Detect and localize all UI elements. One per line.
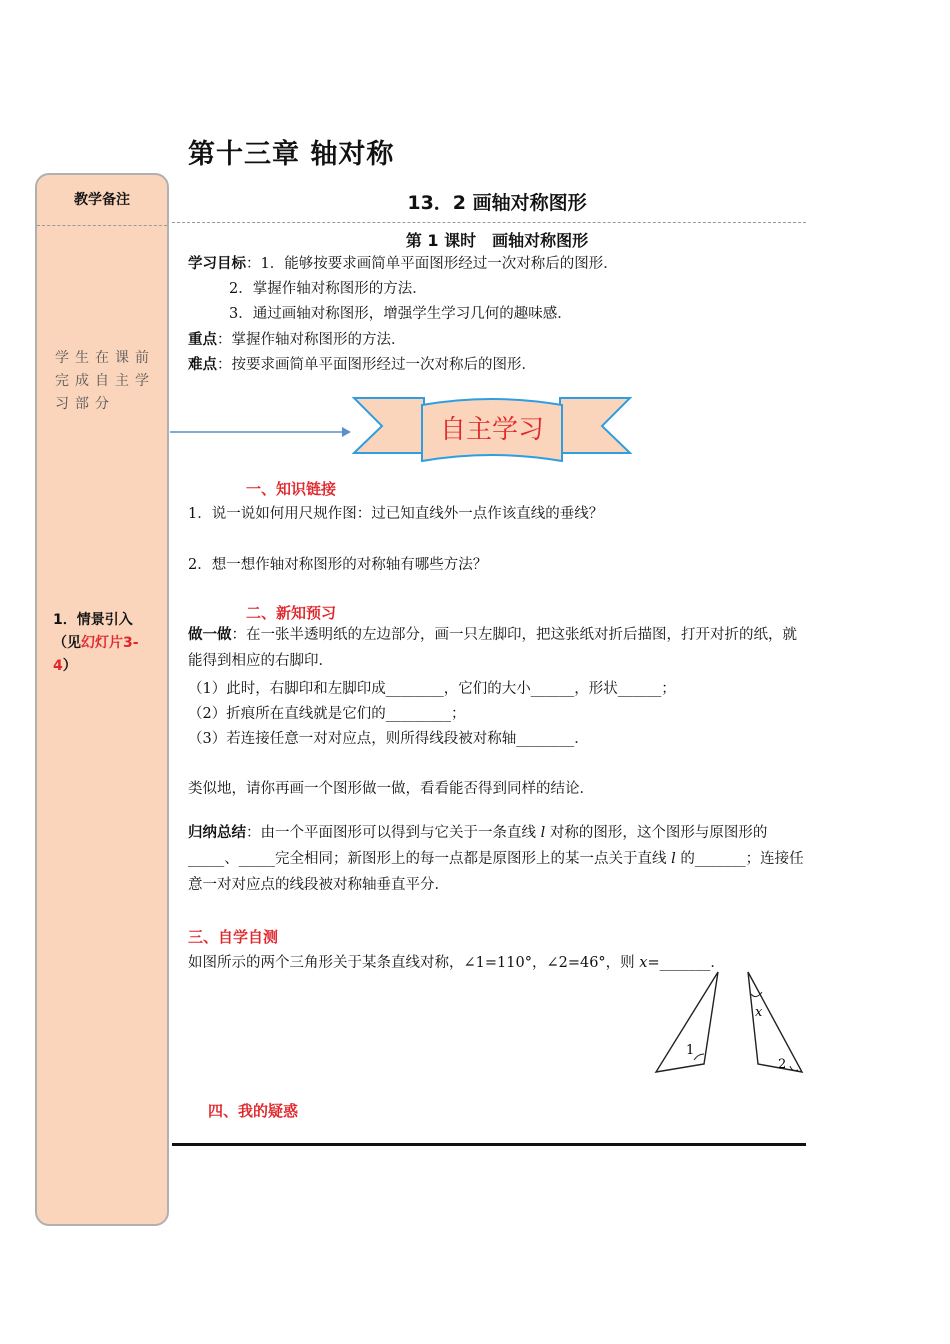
line-var-l-2: l [671, 851, 676, 867]
summary-paragraph [188, 820, 808, 898]
pointer-arrow [170, 424, 352, 440]
sidebar-note-intro-prefix: 1．情景引入（见 [53, 612, 133, 651]
summary-text-c: 的_______；连接任意一对对应点的线段被对称轴垂直平分． [188, 851, 804, 893]
chapter-title: 第十三章 轴对称 [188, 139, 395, 170]
triangles-figure [650, 970, 810, 1080]
question-1: 1．说一说如何用尺规作图：过已知直线外一点作该直线的垂线？ [188, 506, 604, 522]
angle-2-label: 2 [778, 1057, 787, 1072]
key-point [188, 328, 406, 349]
summary-text-a: ：由一个平面图形可以得到与它关于一条直线 [246, 825, 541, 841]
fill-item-1: （1）此时，右脚印和左脚印成________，它们的大小______，形状______； [188, 681, 676, 697]
goals-label: 学习目标 [188, 256, 246, 272]
var-x: x [639, 955, 648, 971]
angle-1-label: 1 [686, 1043, 695, 1058]
key-point-label: 重点 [188, 332, 217, 348]
self-test-text-a: 如图所示的两个三角形关于某条直线对称，∠1=110°，∠2=46°，则 [188, 955, 640, 971]
angle-x-label: x [755, 1005, 763, 1020]
difficulty-label: 难点 [188, 357, 217, 373]
lesson-title: 第 1 课时 画轴对称图形 [405, 231, 589, 250]
section-preview: 二、新知预习 [246, 604, 337, 622]
sidebar-header: 教学备注 [74, 192, 130, 208]
sidebar-note-slide-ref: 幻灯片3-4 [53, 635, 139, 674]
do-it-paragraph [188, 622, 808, 674]
do-it-text: ：在一张半透明纸的左边部分，画一只左脚印，把这张纸对折后描图，打开对折的纸，就能得到相应的右脚印． [188, 627, 797, 669]
self-test-question [188, 951, 725, 972]
question-2: 2．想一想作轴对称图形的对称轴有哪些方法？ [188, 557, 488, 573]
goal-line-1 [188, 252, 618, 273]
section-title: 13．2 画轴对称图形 [407, 192, 587, 214]
section-my-questions: 四、我的疑惑 [208, 1102, 299, 1120]
fill-item-2: （2）折痕所在直线就是它们的_________； [188, 706, 466, 722]
section-self-test: 三、自学自测 [188, 928, 279, 946]
teaching-notes-sidebar [35, 173, 169, 1226]
key-point-text: ：掌握作轴对称图形的方法． [217, 332, 406, 348]
self-test-text-b: =_______． [647, 955, 725, 971]
difficulty [188, 353, 536, 374]
sidebar-divider [37, 225, 167, 226]
sidebar-note-intro [53, 609, 157, 678]
do-it-label: 做一做 [188, 627, 232, 643]
self-study-banner [352, 393, 632, 463]
section-knowledge-link: 一、知识链接 [246, 480, 337, 498]
difficulty-text: ：按要求画简单平面图形经过一次对称后的图形． [217, 357, 536, 373]
fill-item-3: （3）若连接任意一对对应点，则所得线段被对称轴________． [188, 731, 589, 747]
bottom-rule [172, 1143, 806, 1146]
banner-text: 自主学习 [439, 415, 544, 445]
similar-note: 类似地，请你再画一个图形做一做，看看能否得到同样的结论． [188, 781, 594, 797]
summary-text-b: 对称的图形，这个图形与原图形的_____、_____完全相同；新图形上的每一点都是原图形上的某一点关于直线 [188, 825, 768, 867]
goal-3: 3．通过画轴对称图形，增强学生学习几何的趣味感． [229, 306, 572, 322]
line-var-l: l [540, 825, 546, 841]
summary-label: 归纳总结 [188, 825, 246, 841]
goal-1: ：1．能够按要求画简单平面图形经过一次对称后的图形． [246, 256, 618, 272]
sidebar-note-self-study: 学生在课前完成自主学习部分 [55, 350, 155, 412]
sidebar-note-intro-suffix: ） [62, 658, 77, 674]
header-divider [172, 222, 806, 223]
goal-2: 2．掌握作轴对称图形的方法． [229, 281, 427, 297]
